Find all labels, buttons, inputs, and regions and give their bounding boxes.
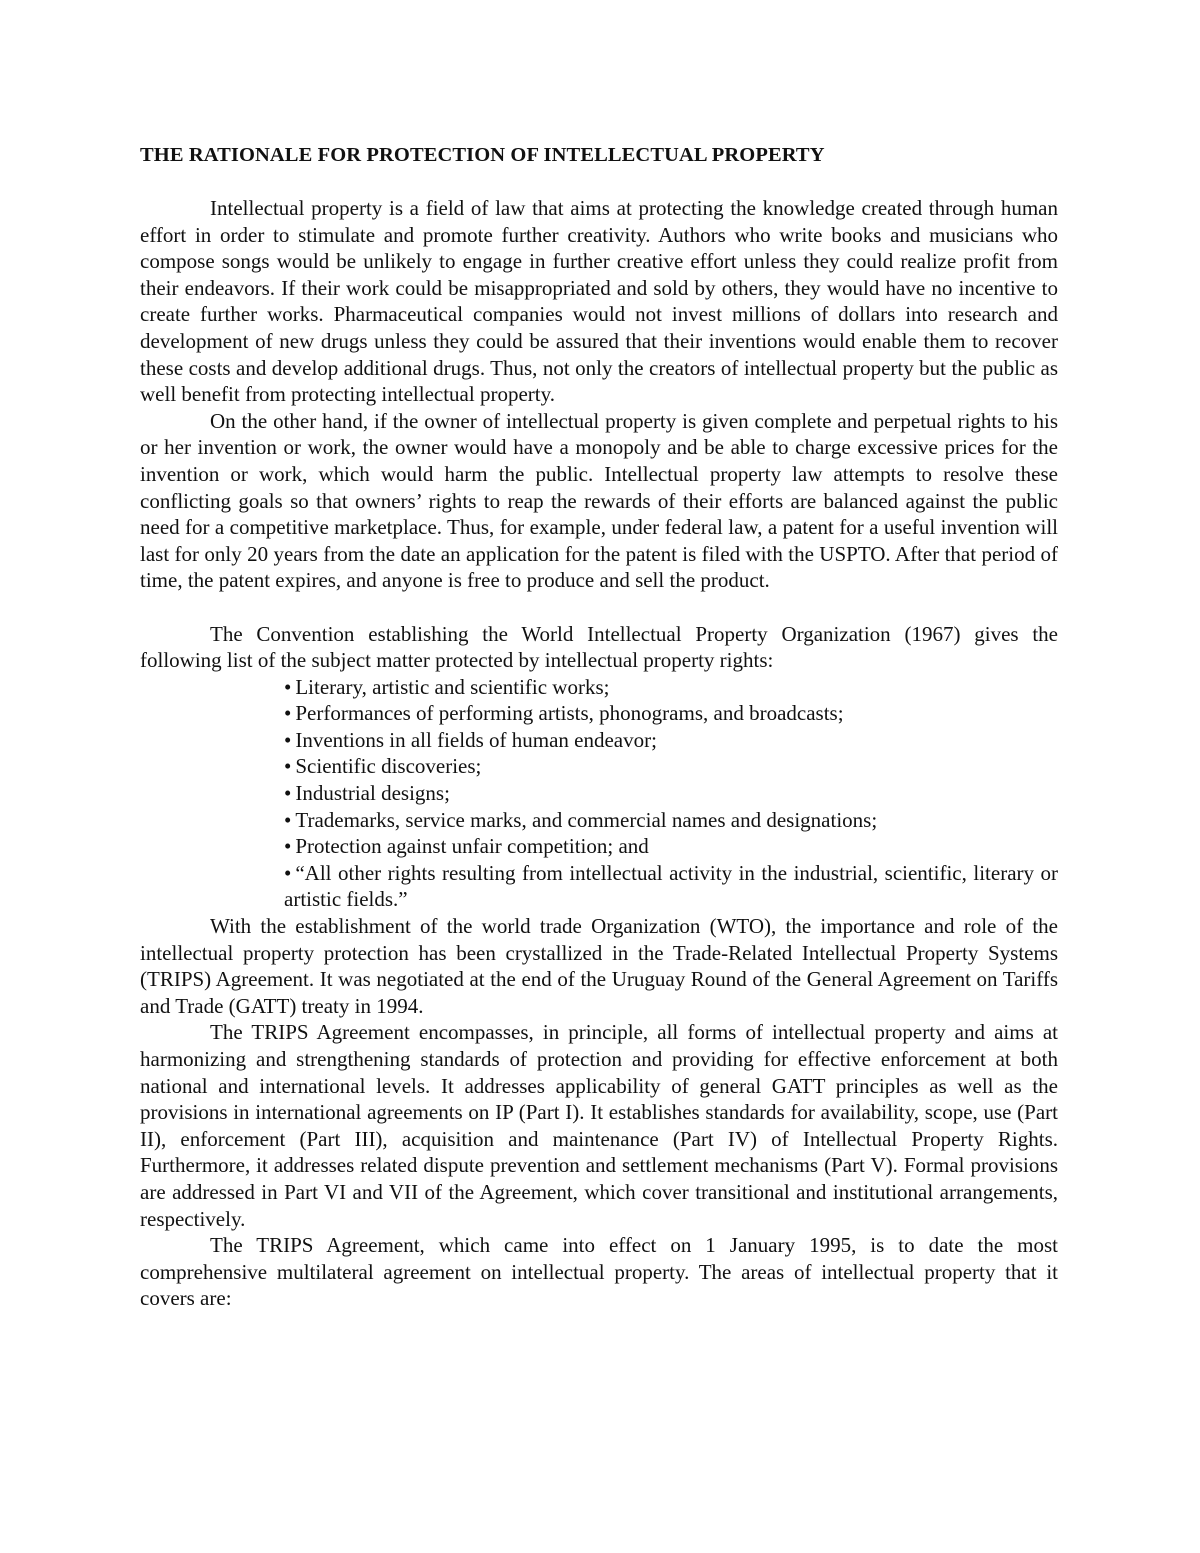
list-item [284, 674, 1058, 701]
paragraph-trips-areas: The TRIPS Agreement, which came into effect on 1 January 1995, is to date the most comprehensive multilateral agreement on intellectual property. The areas of intellectual property that it covers are: [140, 1233, 1058, 1311]
list-item-text: Inventions in all fields of human endeavor; [295, 727, 657, 752]
paragraph-wipo-convention: The Convention establishing the World Intellectual Property Organization (1967) gives the following list of the subject matter protected by intellectual property rights: [140, 621, 1058, 673]
list-item-text: Literary, artistic and scientific works; [295, 674, 610, 699]
bullet-icon: • [284, 834, 292, 859]
document-page [140, 142, 1058, 1312]
list-item [284, 807, 1058, 834]
list-item [284, 700, 1058, 727]
bullet-icon: • [284, 674, 292, 699]
list-item [284, 727, 1058, 754]
list-item-text: Trademarks, service marks, and commercial names and designations; [295, 807, 878, 832]
bullet-icon: • [284, 860, 292, 885]
paragraph-wto-trips: With the establishment of the world trade Organization (WTO), the importance and role of the intellectual property protection has been crystallized in the Trade-Related Intellectual Property Systems (TRIPS) Agreement. It was negotiated at the end of the Uruguay Round of the General Agreement on Tariffs and Trade (GATT) treaty in 1994. [140, 914, 1058, 1018]
list-item-text: Protection against unfair competition; and [295, 834, 649, 859]
paragraph-purpose: Intellectual property is a field of law that aims at protecting the knowledge created through human effort in order to stimulate and promote further creativity. Authors who write books and musicians who compose songs would be unlikely to engage in further creative effort unless they could realize profit from their endeavors. If their work could be misappropriated and sold by others, they would have no incentive to create further works. Pharmaceutical companies would not invest millions of dollars into research and development of new drugs unless they could be assured that their inventions would enable them to recover these costs and develop additional drugs. Thus, not only the creators of intellectual property but the public as well benefit from protecting intellectual property. [140, 196, 1058, 407]
list-item [284, 753, 1058, 780]
paragraph-monopoly: On the other hand, if the owner of intellectual property is given complete and perpetual rights to his or her invention or work, the owner would have a monopoly and be able to charge excessive prices for the invention or work, which would harm the public. Intellectual property law attempts to resolve these conflicting goals so that owners’ rights to reap the rewards of their efforts are balanced against the public need for a competitive marketplace. Thus, for example, under federal law, a patent for a useful invention will last for only 20 years from the date an application for the patent is filed with the USPTO. After that period of time, the patent expires, and anyone is free to produce and sell the product. [140, 408, 1058, 593]
list-item-text: Industrial designs; [295, 781, 450, 806]
list-item [284, 833, 1058, 860]
bullet-icon: • [284, 754, 292, 779]
bullet-icon: • [284, 727, 292, 752]
bullet-icon: • [284, 701, 292, 726]
list-item-text: “All other rights resulting from intellectual activity in the industrial, scientific, literary or artistic fields.” [284, 860, 1058, 912]
subject-matter-list [140, 674, 1058, 913]
list-item-text: Scientific discoveries; [295, 754, 482, 779]
list-item-text: Performances of performing artists, phonograms, and broadcasts; [295, 701, 844, 726]
document-title: THE RATIONALE FOR PROTECTION OF INTELLECTUAL PROPERTY [140, 144, 825, 166]
paragraph-trips-scope: The TRIPS Agreement encompasses, in principle, all forms of intellectual property and aims at harmonizing and strengthening standards of protection and providing for effective enforcement at both national and international levels. It addresses applicability of general GATT principles as well as the provisions in international agreements on IP (Part I). It establishes standards for availability, scope, use (Part II), enforcement (Part III), acquisition and maintenance (Part IV) of Intellectual Property Rights. Furthermore, it addresses related dispute prevention and settlement mechanisms (Part V). Formal provisions are addressed in Part VI and VII of the Agreement, which cover transitional and institutional arrangements, respectively. [140, 1020, 1058, 1231]
list-item [284, 780, 1058, 807]
bullet-icon: • [284, 781, 292, 806]
bullet-icon: • [284, 807, 292, 832]
list-item [284, 860, 1058, 913]
